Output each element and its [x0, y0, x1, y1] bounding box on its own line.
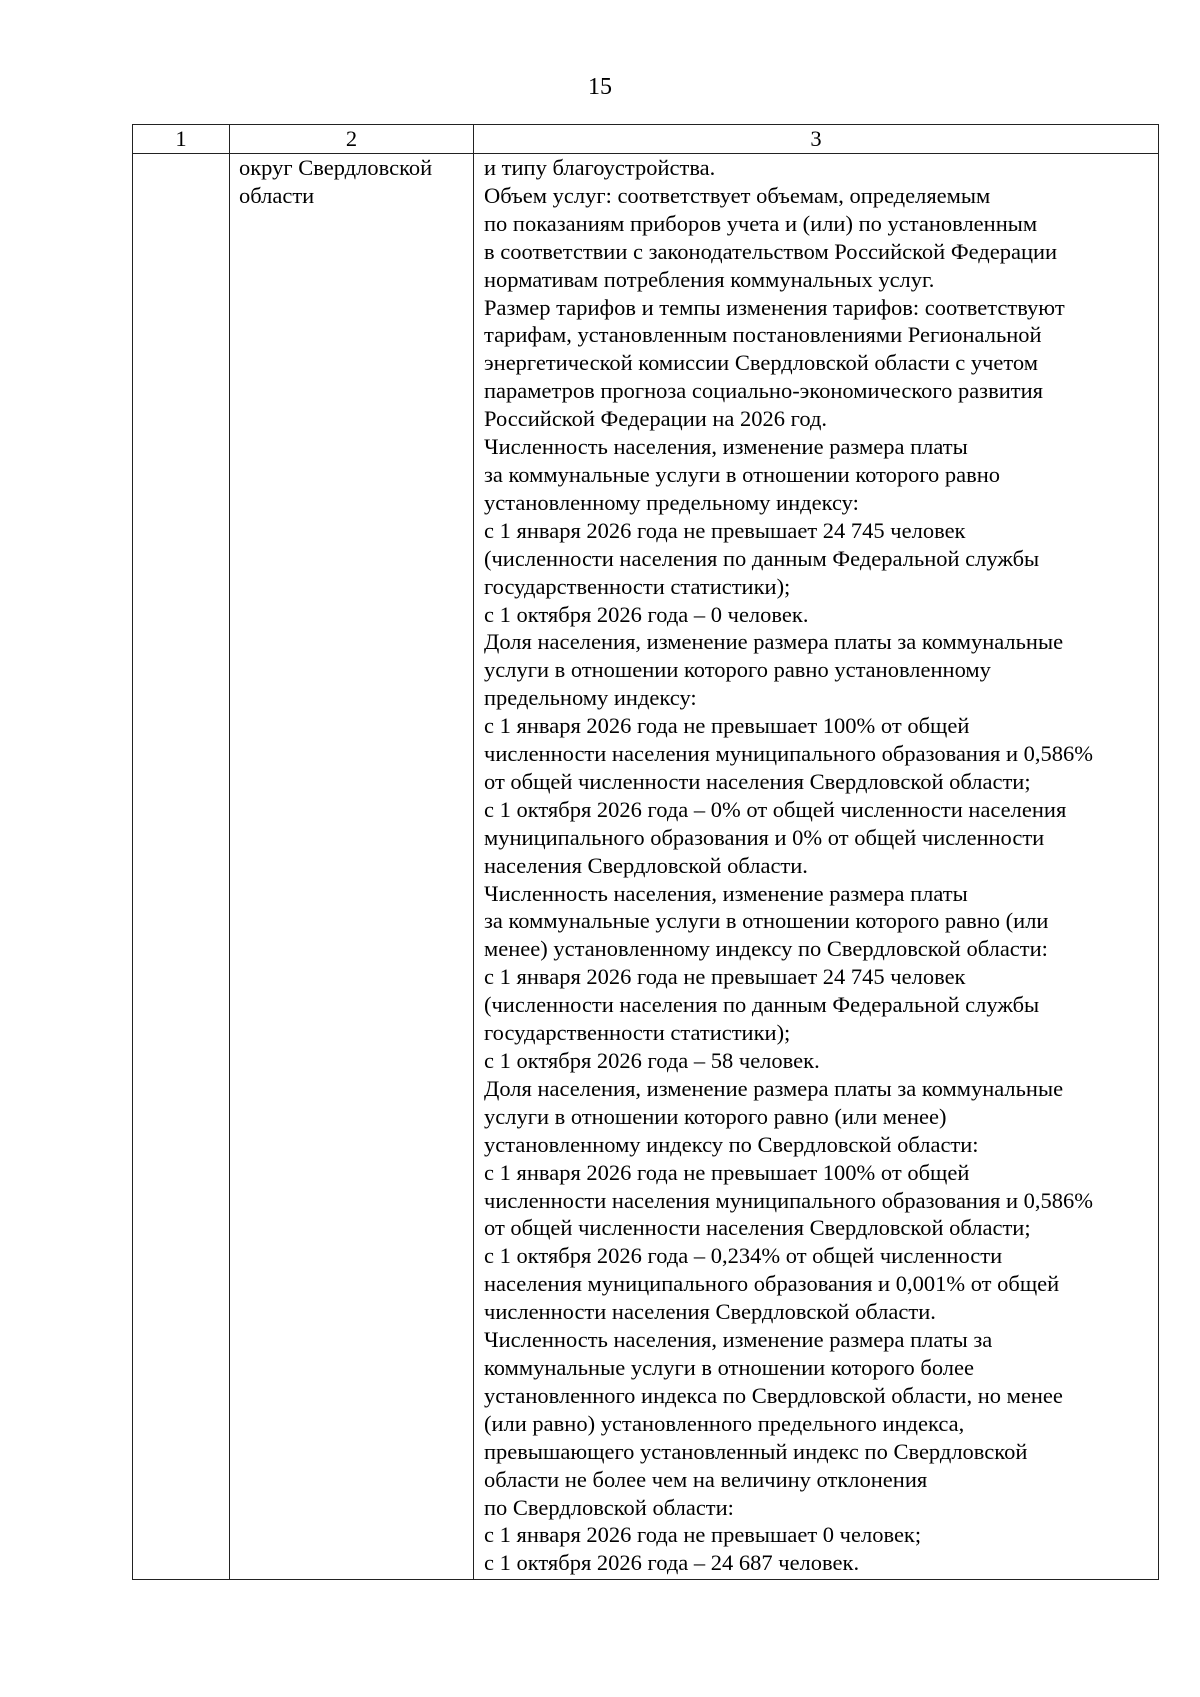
text-line: населения Свердловской области. [484, 852, 808, 878]
text-line: предельному индексу: [484, 685, 697, 711]
text-line: Объем услуг: соответствует объемам, определяемым [484, 182, 991, 208]
text-line: услуги в отношении которого равно (или менее) [484, 1103, 947, 1129]
table-row [133, 154, 1159, 1580]
text-line: с 1 января 2026 года не превышает 0 человек; [484, 1522, 922, 1548]
text-line: численности населения муниципального образования и 0,586% [484, 741, 1094, 767]
text-line: области не более чем на величину отклонения [484, 1466, 928, 1492]
text-line: (численности населения по данным Федеральной службы [484, 545, 1040, 571]
text-line: энергетической комиссии Свердловской области с учетом [484, 350, 1038, 376]
text-line: Доля населения, изменение размера платы за коммунальные [484, 1075, 1064, 1101]
text-line: государственности статистики); [484, 573, 791, 599]
text-line: численности населения муниципального образования и 0,586% [484, 1187, 1094, 1213]
text-line: с 1 января 2026 года не превышает 100% от общей [484, 713, 970, 739]
text-line: услуги в отношении которого равно установленному [484, 657, 991, 683]
text-line: параметров прогноза социально-экономического развития [484, 378, 1043, 404]
text-line: тарифам, установленным постановлениями Региональной [484, 322, 1042, 348]
text-line: Размер тарифов и темпы изменения тарифов: соответствуют [484, 294, 1065, 320]
text-line: с 1 января 2026 года не превышает 24 745 человек [484, 517, 966, 543]
text-line: превышающего установленный индекс по Свердловской [484, 1438, 1028, 1464]
description-text [484, 154, 1158, 1577]
municipality-name [239, 154, 473, 210]
text-line: по Свердловской области: [484, 1494, 734, 1520]
table-header-row [133, 125, 1159, 154]
text-line: численности населения Свердловской области. [484, 1299, 936, 1325]
text-line: коммунальные услуги в отношении которого более [484, 1354, 974, 1380]
text-line: нормативам потребления коммунальных услуг. [484, 266, 935, 292]
text-line: с 1 января 2026 года не превышает 100% от общей [484, 1159, 970, 1185]
text-line: муниципального образования и 0% от общей численности [484, 824, 1045, 850]
text-line: государственности статистики); [484, 1020, 791, 1046]
column-header-3: 3 [474, 125, 1159, 154]
cell-column-2 [230, 154, 474, 1580]
text-line: Российской Федерации на 2026 год. [484, 406, 828, 432]
text-line: Численность населения, изменение размера платы за [484, 1327, 993, 1353]
text-line: с 1 октября 2026 года – 0,234% от общей численности [484, 1243, 1003, 1269]
text-line: с 1 октября 2026 года – 58 человек. [484, 1048, 820, 1073]
text-line: Численность населения, изменение размера платы [484, 880, 968, 906]
text-line: от общей численности населения Свердловской области; [484, 1215, 1031, 1241]
text-line: с 1 октября 2026 года – 0% от общей численности населения [484, 796, 1067, 822]
text-line: (или равно) установленного предельного индекса, [484, 1410, 965, 1436]
text-line: населения муниципального образования и 0,001% от общей [484, 1271, 1060, 1297]
document-table [132, 124, 1159, 1580]
text-line: округ Свердловской [239, 155, 433, 180]
cell-column-1 [133, 154, 230, 1580]
text-line: с 1 октября 2026 года – 0 человек. [484, 601, 809, 627]
text-line: Численность населения, изменение размера платы [484, 434, 968, 460]
column-header-2: 2 [230, 125, 474, 154]
text-line: за коммунальные услуги в отношении которого равно (или [484, 908, 1049, 934]
text-line: менее) установленному индексу по Свердловской области: [484, 936, 1048, 962]
text-line: установленному индексу по Свердловской области: [484, 1131, 979, 1157]
column-header-1: 1 [133, 125, 230, 154]
text-line: установленного индекса по Свердловской области, но менее [484, 1382, 1063, 1408]
text-line: по показаниям приборов учета и (или) по установленным [484, 210, 1038, 236]
text-line: Доля населения, изменение размера платы за коммунальные [484, 629, 1064, 655]
page-number: 15 [588, 74, 612, 100]
cell-column-3 [474, 154, 1159, 1580]
text-line: области [239, 182, 315, 208]
text-line: в соответствии с законодательством Российской Федерации [484, 238, 1058, 264]
text-line: за коммунальные услуги в отношении которого равно [484, 461, 1001, 487]
text-line: от общей численности населения Свердловской области; [484, 768, 1031, 794]
text-line: установленному предельному индексу: [484, 489, 859, 515]
text-line: (численности населения по данным Федеральной службы [484, 992, 1040, 1018]
text-line: с 1 октября 2026 года – 24 687 человек. [484, 1550, 860, 1576]
text-line: и типу благоустройства. [484, 155, 716, 180]
text-line: с 1 января 2026 года не превышает 24 745 человек [484, 964, 966, 990]
